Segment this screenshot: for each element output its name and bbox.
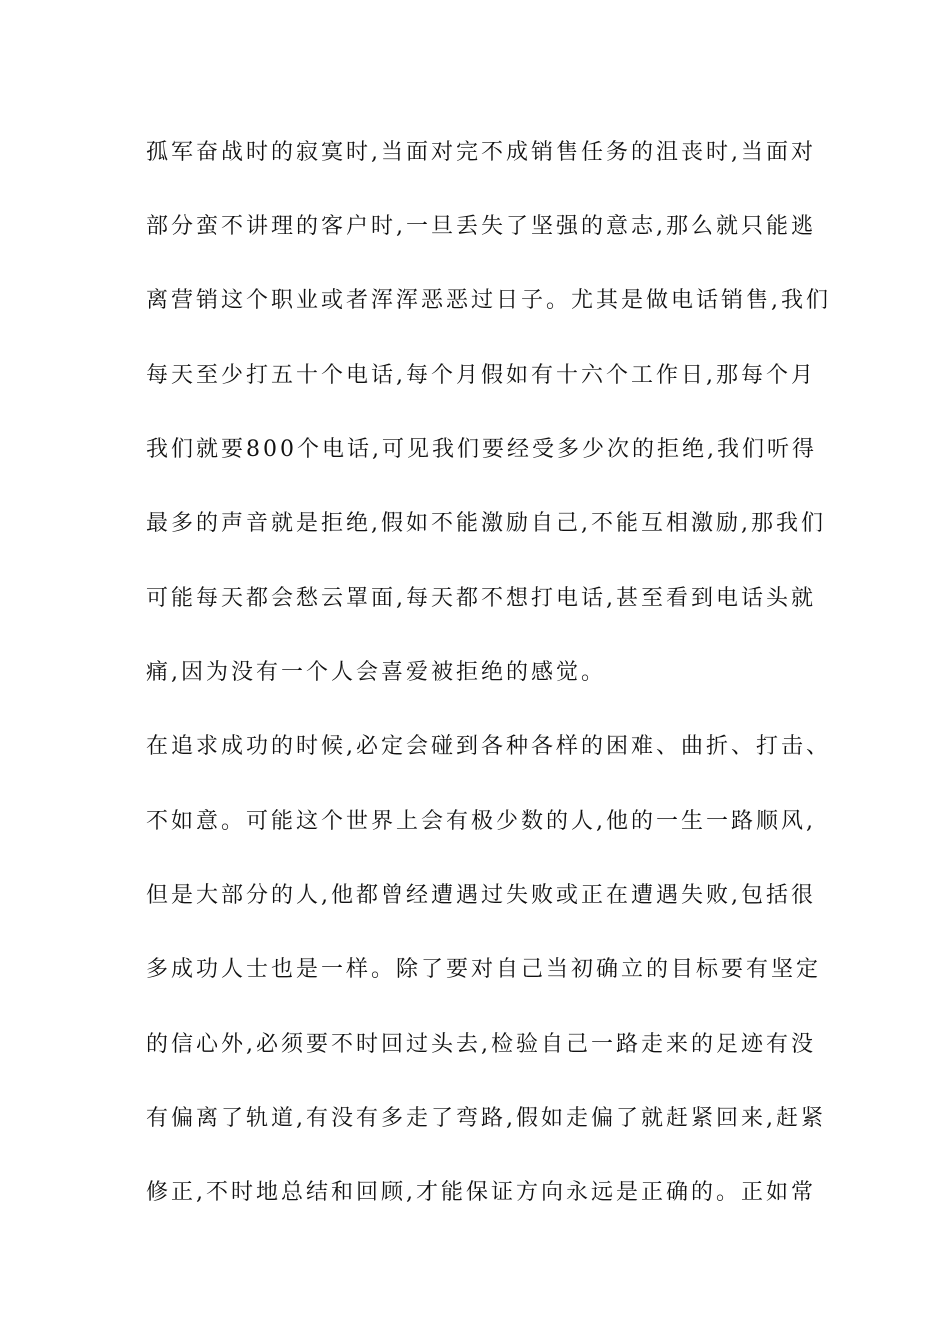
text-line: 每天至少打五十个电话,每个月假如有十六个工作日,那每个月 [146, 363, 816, 388]
text-line: 修正,不时地总结和回顾,才能保证方向永远是正确的。正如常 [146, 1180, 816, 1205]
text-line: 但是大部分的人,他都曾经遭遇过失败或正在遭遇失败,包括很 [146, 883, 816, 908]
text-line: 有偏离了轨道,有没有多走了弯路,假如走偏了就赶紧回来,赶紧 [146, 1106, 826, 1131]
text-line: 我们就要800个电话,可见我们要经受多少次的拒绝,我们听得 [146, 437, 817, 462]
text-line: 不如意。可能这个世界上会有极少数的人,他的一生一路顺风, [146, 809, 816, 834]
text-line: 最多的声音就是拒绝,假如不能激励自己,不能互相激励,那我们 [146, 511, 826, 536]
text-line: 可能每天都会愁云罩面,每天都不想打电话,甚至看到电话头就 [146, 586, 816, 611]
text-line: 痛,因为没有一个人会喜爱被拒绝的感觉。 [146, 660, 606, 685]
text-line: 多成功人士也是一样。除了要对自己当初确立的目标要有坚定 [146, 957, 822, 982]
text-line: 离营销这个职业或者浑浑恶恶过日子。尤其是做电话销售,我们 [146, 288, 831, 313]
text-line: 的信心外,必须要不时回过头去,检验自己一路走来的足迹有没 [146, 1032, 816, 1057]
text-line: 部分蛮不讲理的客户时,一旦丢失了坚强的意志,那么就只能逃 [146, 214, 816, 239]
text-line: 孤军奋战时的寂寞时,当面对完不成销售任务的沮丧时,当面对 [146, 140, 816, 165]
text-line: 在追求成功的时候,必定会碰到各种各样的困难、曲折、打击、 [146, 734, 831, 759]
